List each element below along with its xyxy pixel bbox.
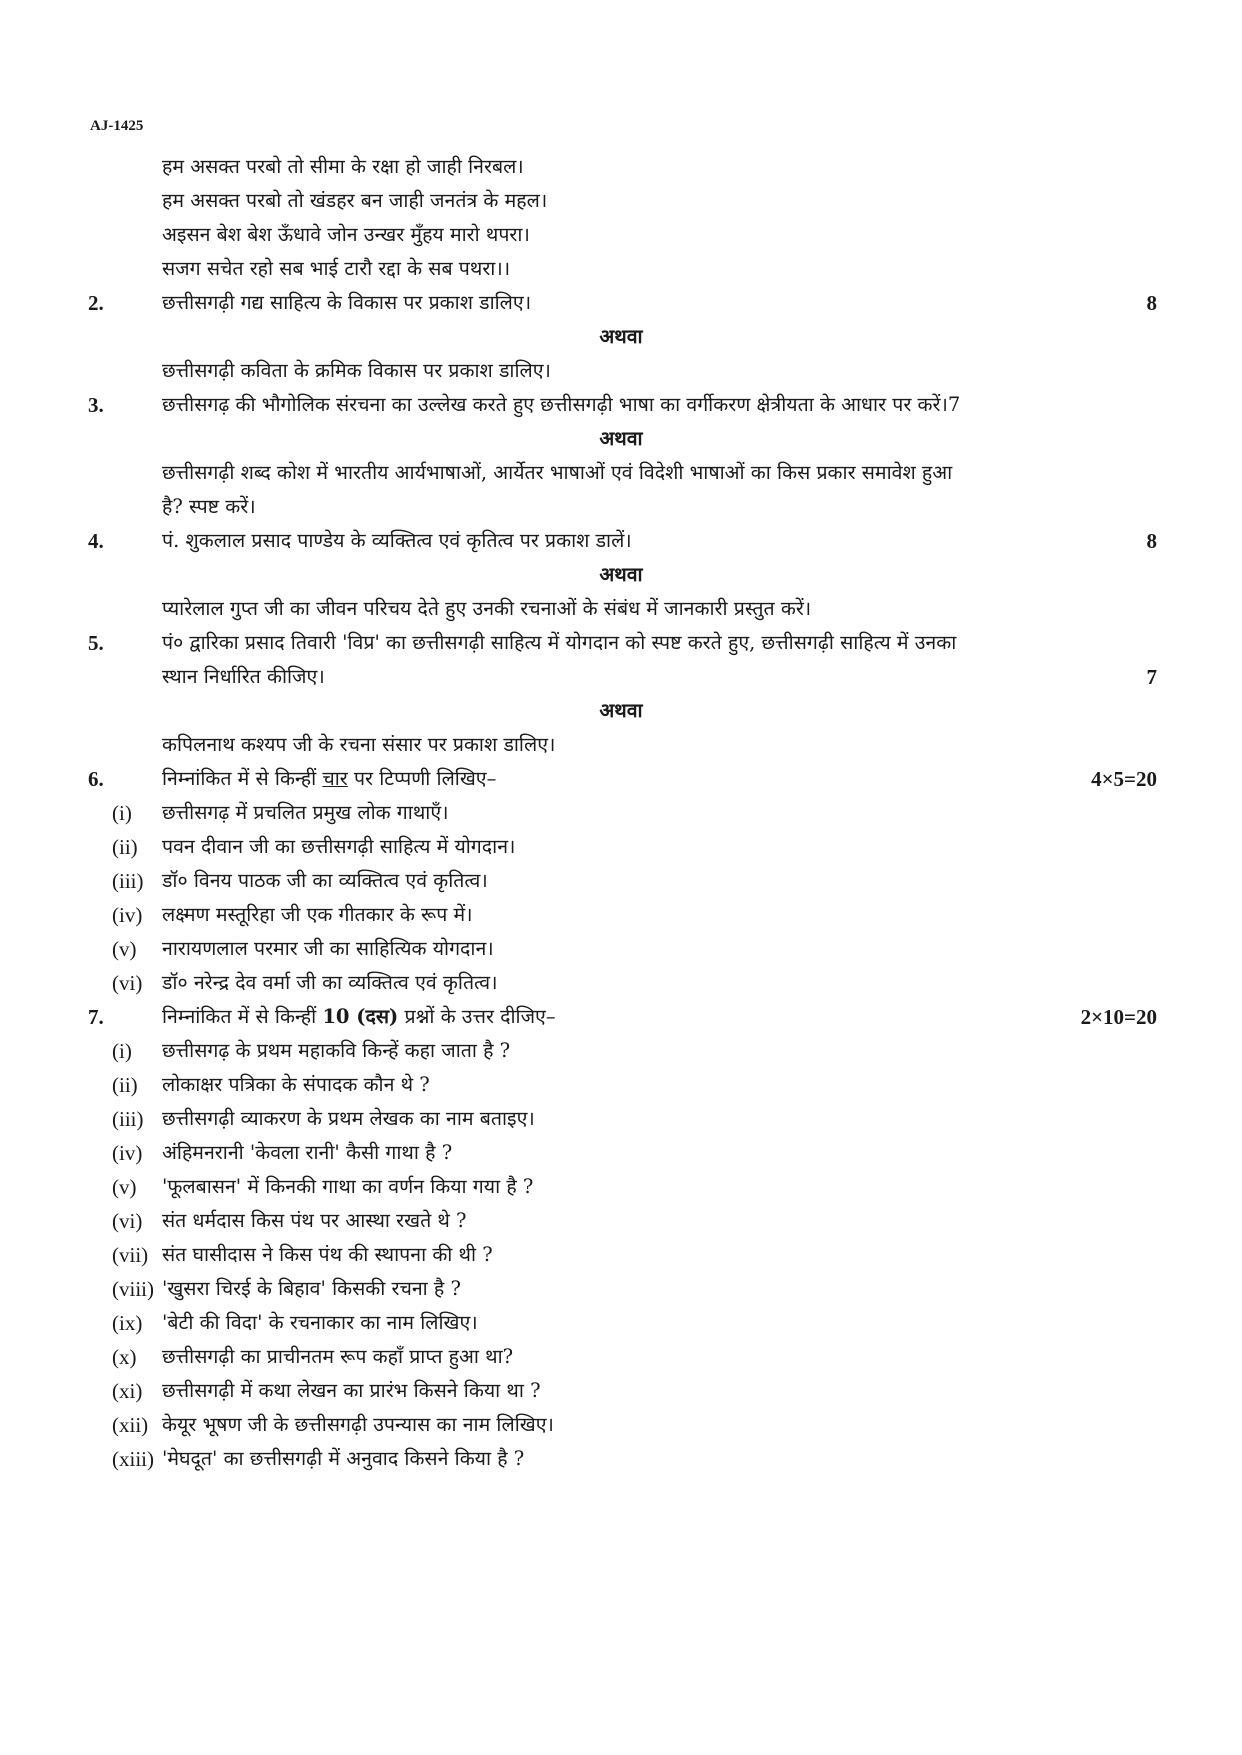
sub-label: (xiii) [112,1447,154,1471]
sub-text: पवन दीवान जी का छत्तीसगढ़ी साहित्य में योगदान। [162,835,516,858]
alternative-question: छत्तीसगढ़ी कविता के क्रमिक विकास पर प्रकाश डालिए। [162,359,551,382]
sub-question [0,1034,1242,1068]
sub-question [0,1374,1242,1408]
sub-question [0,1136,1242,1170]
sub-question [0,1204,1242,1238]
sub-label: (vi) [112,971,143,995]
poem-line [0,184,1242,218]
or-heading: अथवा [599,699,643,722]
sub-label: (ii) [112,1073,138,1097]
sub-text: 'बेटी की विदा' के रचनाकार का नाम लिखिए। [162,1311,478,1334]
sub-text: अंहिमनरानी 'केवला रानी' कैसी गाथा है ? [162,1141,453,1164]
sub-question [0,1102,1242,1136]
sub-question [0,1442,1242,1476]
sub-text: 'फूलबासन' में किनकी गाथा का वर्णन किया गया है ? [162,1175,534,1198]
alternative-question: छत्तीसगढ़ी शब्द कोश में भारतीय आर्यभाषाओं, आर्येतर भाषाओं एवं विदेशी भाषाओं का किस प्रकार समावेश हुआ [162,461,953,484]
or-heading: अथवा [599,325,643,348]
sub-label: (v) [112,937,137,961]
question-7 [0,1000,1242,1034]
alternative-question: प्यारेलाल गुप्त जी का जीवन परिचय देते हुए उनकी रचनाओं के संबंध में जानकारी प्रस्तुत करें। [162,597,812,620]
alternative-question-cont: है? स्पष्ट करें। [162,495,256,518]
sub-text: छत्तीसगढ़ी का प्राचीनतम रूप कहाँ प्राप्त हुआ था? [162,1345,514,1368]
sub-text: छत्तीसगढ़ के प्रथम महाकवि किन्हें कहा जाता है ? [162,1039,511,1062]
sub-question [0,1340,1242,1374]
question-marks: 7 [1146,665,1157,689]
bold-count: 10 (दस) [322,1005,399,1028]
question-number: 2. [88,291,104,315]
sub-label: (i) [112,1039,132,1063]
sub-label: (iii) [112,1107,144,1131]
question-number: 5. [88,631,104,655]
question-paper [0,150,1242,1476]
question-2 [0,286,1242,320]
question-6 [0,762,1242,796]
question-5 [0,626,1242,660]
sub-label: (ii) [112,835,138,859]
sub-label: (i) [112,801,132,825]
poem-line [0,252,1242,286]
sub-label: (x) [112,1345,137,1369]
question-marks: 2×10=20 [1080,1005,1157,1029]
question-number: 4. [88,529,104,553]
question-text: निम्नांकित में से किन्हीं 10 (दस) प्रश्नों के उत्तर दीजिए– [162,1005,556,1028]
poem-text: अइसन बेश बेश ऊँधावे जोन उन्खर मुँहय मारो थपरा। [162,223,530,246]
sub-label: (ix) [112,1311,143,1335]
sub-question [0,898,1242,932]
question-marks: 8 [1146,529,1157,553]
sub-question [0,1306,1242,1340]
sub-text: डॉ० नरेन्द्र देव वर्मा जी का व्यक्तित्व एवं कृतित्व। [162,971,498,994]
poem-text: हम असक्त परबो तो सीमा के रक्षा हो जाही निरबल। [162,155,524,178]
sub-question [0,932,1242,966]
underlined-word: चार [322,767,348,790]
page-code: AJ-1425 [90,118,144,134]
sub-question [0,830,1242,864]
sub-label: (v) [112,1175,137,1199]
sub-question [0,966,1242,1000]
or-heading: अथवा [599,427,643,450]
question-number: 3. [88,393,104,417]
poem-line [0,218,1242,252]
alternative-question: कपिलनाथ कश्यप जी के रचना संसार पर प्रकाश डालिए। [162,733,556,756]
question-4 [0,524,1242,558]
sub-text: छत्तीसगढ़ी में कथा लेखन का प्रारंभ किसने किया था ? [162,1379,541,1402]
question-marks: 8 [1146,291,1157,315]
sub-text: छत्तीसगढ़ में प्रचलित प्रमुख लोक गाथाएँ। [162,801,449,824]
sub-question [0,864,1242,898]
sub-label: (iii) [112,869,144,893]
sub-text: 'खुसरा चिरई के बिहाव' किसकी रचना है ? [162,1277,461,1300]
question-text: छत्तीसगढ़ की भौगोलिक संरचना का उल्लेख करते हुए छत्तीसगढ़ी भाषा का वर्गीकरण क्षेत्रीयता के आधार पर करें।7 [162,393,961,416]
question-number: 6. [88,767,104,791]
question-text: पं. शुकलाल प्रसाद पाण्डेय के व्यक्तित्व एवं कृतित्व पर प्रकाश डालें। [162,529,632,552]
sub-question [0,1238,1242,1272]
sub-text: डॉ० विनय पाठक जी का व्यक्तित्व एवं कृतित्व। [162,869,488,892]
sub-text: संत धर्मदास किस पंथ पर आस्था रखते थे ? [162,1209,467,1232]
question-text: पं० द्वारिका प्रसाद तिवारी 'विप्र' का छत्तीसगढ़ी साहित्य में योगदान को स्पष्ट करते हुए, छत्तीसगढ़ी साहित्य में उनका [162,631,957,654]
sub-question [0,1408,1242,1442]
sub-label: (xi) [112,1379,143,1403]
sub-text: छत्तीसगढ़ी व्याकरण के प्रथम लेखक का नाम बताइए। [162,1107,535,1130]
question-text: निम्नांकित में से किन्हीं चार पर टिप्पणी लिखिए– [162,767,497,790]
poem-text: हम असक्त परबाे तो खंडहर बन जाही जनतंत्र के महल। [162,189,548,212]
sub-label: (xii) [112,1413,149,1437]
sub-question [0,796,1242,830]
sub-text: लक्ष्मण मस्तूरिहा जी एक गीतकार के रूप में। [162,903,473,926]
sub-label: (iv) [112,1141,143,1165]
question-number: 7. [88,1005,104,1029]
sub-label: (vi) [112,1209,143,1233]
poem-line [0,150,1242,184]
sub-label: (iv) [112,903,143,927]
sub-label: (viii) [112,1277,154,1301]
sub-text: लोकाक्षर पत्रिका के संपादक कौन थे ? [162,1073,430,1096]
sub-question [0,1272,1242,1306]
sub-question [0,1068,1242,1102]
sub-question [0,1170,1242,1204]
question-marks: 4×5=20 [1091,767,1157,791]
question-3 [0,388,1242,422]
sub-text: संत घासीदास ने किस पंथ की स्थापना की थी ? [162,1243,493,1266]
question-text-cont: स्थान निर्धारित कीजिए। [162,665,325,688]
question-text: छत्तीसगढ़ी गद्य साहित्य के विकास पर प्रकाश डालिए। [162,291,532,314]
or-heading: अथवा [599,563,643,586]
sub-text: 'मेघदूत' का छत्तीसगढ़ी में अनुवाद किसने किया है ? [162,1447,525,1470]
sub-text: नारायणलाल परमार जी का साहित्यिक योगदान। [162,937,494,960]
poem-text: सजग सचेत रहो सब भाई टारौ रद्दा के सब पथरा।। [162,257,511,280]
sub-text: केयूर भूषण जी के छत्तीसगढ़ी उपन्यास का नाम लिखिए। [162,1413,554,1436]
sub-label: (vii) [112,1243,149,1267]
